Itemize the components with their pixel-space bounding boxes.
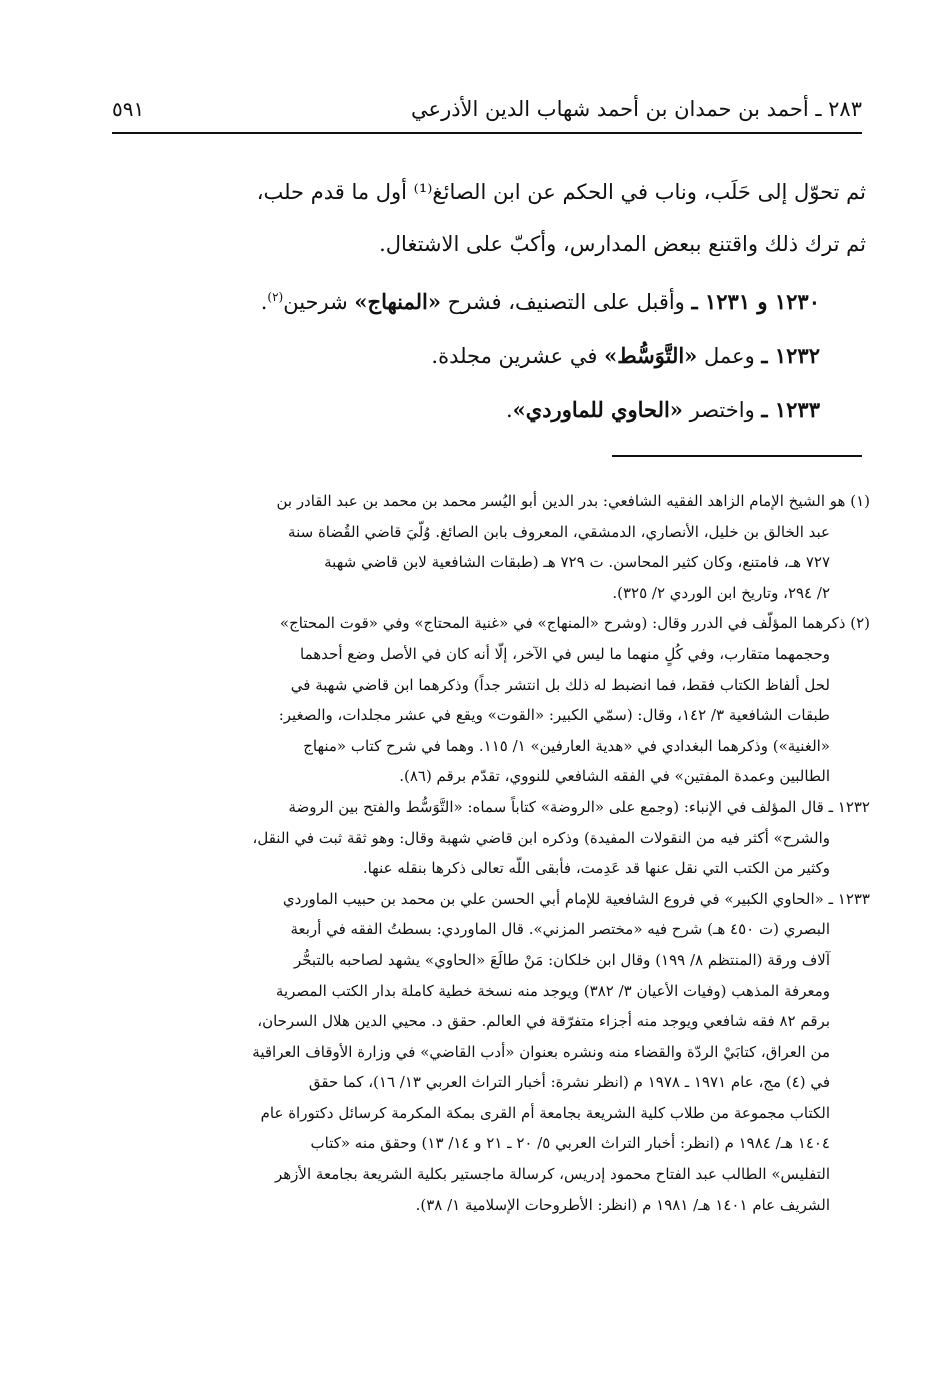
year-entry (110, 270, 866, 329)
year-entry (110, 383, 866, 437)
footnote-line: الشريف عام ١٤٠١ هـ/ ١٩٨١ م (انظر: الأطروحات الإسلامية ١/ ٣٨). (415, 1195, 830, 1214)
footnote-marker: ١٢٣٣ ـ (828, 889, 870, 908)
entry-text: شرحين (283, 290, 355, 314)
footnote-separator (612, 455, 862, 457)
footnote-line: ومعرفة المذهب (وفيات الأعيان ٣/ ٣٨٢) ويوجد منه نسخة خطية كاملة بدار الكتب المصرية (275, 981, 830, 1000)
running-title: ٢٨٣ ـ أحمد بن حمدان بن أحمد شهاب الدين الأذرعي (411, 97, 862, 121)
footnote-line: وحجمهما متقارب، وفي كُلٍ منهما ما ليس في الآخر، إلّا أنه كان في الأصل وضع أحدهما (300, 644, 830, 663)
entry-end: . (431, 344, 439, 368)
footnote-line: وكثير من الكتب التي نقل عنها قد عَدِمت، فأبقى اللّه تعالى ذكرها بنقله عنها. (362, 859, 830, 878)
entry-text: وعمل (697, 344, 755, 368)
page-number: ٥٩١ (112, 97, 145, 121)
entry-end: . (505, 398, 513, 422)
footnote-line: عبد الخالق بن خليل، الأنصاري، الدمشقي، المعروف بابن الصائغ. وُلّيَ قاضي القُضاة سنة (288, 522, 830, 541)
footnote-line: ٧٢٧ هـ، فامتنع، وكان كثير المحاسن. ت ٧٢٩ هـ (طبقات الشافعية لابن قاضي شهبة (324, 553, 830, 572)
year-entry (110, 329, 866, 383)
entry-text: واختصر (682, 398, 755, 422)
footnote-ref: (٢) (267, 290, 284, 304)
footnote-marker: (١) (850, 492, 870, 510)
footnote-line: من العراق، كتابَيْ الردّة والقضاء منه ونشره بعنوان «أدب القاضي» في وزارة الأوقاف العراقية (252, 1042, 830, 1061)
footnote-line: في (٤) مج، عام ١٩٧١ ـ ١٩٧٨ م (انظر نشرة: أخبار التراث العربي ١٣/ ١٦)، كما حقق (308, 1073, 830, 1092)
entry-title: «المنهاج» (354, 289, 441, 314)
entry-end: . (260, 290, 268, 314)
footnote-line: (٢) ذكرهما المؤلّف في الدرر وقال: (وشرح «المنهاج» في «غنية المحتاج» وفي «قوت المحتاج» (279, 614, 870, 633)
footnote-line: ١٢٣٣ ـ «الحاوي الكبير» في فروع الشافعية للإمام أبي الحسن علي بن محمد بن حبيب الماوردي (282, 889, 870, 908)
footnote-line: طبقات الشافعية ٣/ ١٤٢، وقال: (سمّي الكبير: «القوت» ويقع في عشر مجلدات، والصغير: (278, 706, 830, 725)
entry-year: ١٢٣٣ ـ (761, 397, 820, 422)
entry-text: في عشرين مجلدة (438, 344, 605, 368)
footnote-line: البصري (ت ٤٥٠ هـ) شرح فيه «مختصر المزني». قال الماوردي: بسطتُ الفقه في أربعة (290, 920, 830, 939)
entry-year: ١٢٣٢ ـ (761, 343, 820, 368)
main-text (110, 166, 866, 437)
footnote-line: الكتاب مجموعة من طلاب كلية الشريعة بجامعة أم القرى بمكة المكرمة كرسائل دكتوراة عام (260, 1103, 830, 1122)
footnote-line: التفليس» الطالب عبد الفتاح محمود إدريس، كرسالة ماجستير بكلية الشريعة بجامعة الأزهر (275, 1165, 830, 1184)
entry-text: وأقبل على التصنيف، فشرح (441, 290, 685, 314)
footnote-line: ١٤٠٤ هـ/ ١٩٨٤ م (انظر: أخبار التراث العربي ٥/ ٢٠ ـ ٢١ و ١٤/ ١٣) وحقق منه «كتاب (310, 1134, 830, 1153)
footnote-line: (١) هو الشيخ الإمام الزاهد الفقيه الشافعي: بدر الدين أبو اليُسر محمد بن محمد بن عبد القادر بن (276, 492, 870, 510)
body-line: ثم تحوّل إلى حَلَب، وناب في الحكم عن ابن الصائغ⁽¹⁾ أول ما قدم حلب، (256, 180, 866, 204)
page-header (112, 86, 862, 134)
footnote-line: برقم ٨٢ فقه شافعي ويوجد منه أجزاء متفرّقة في العالم. حقق د. محيي الدين هلال السرحان، (257, 1012, 830, 1031)
footnote-line: ١٢٣٢ ـ قال المؤلف في الإنباء: (وجمع على «الروضة» كتاباً سماه: «التَّوَسُّط والفتح بين الروضة (288, 797, 870, 816)
footnote-line: لحل ألفاظ الكتاب فقط، فما انضبط له ذلك بل انتشر جداً) وذكرهما ابن قاضي شهبة في (290, 675, 830, 694)
footnote-line: ٢/ ٢٩٤، وتاريخ ابن الوردي ٢/ ٣٢٥). (612, 583, 830, 602)
footnote-marker: (٢) (850, 614, 870, 633)
footnotes (110, 486, 870, 1220)
entry-title: «التَّوَسُّط» (604, 343, 698, 368)
footnote-marker: ١٢٣٢ ـ (828, 797, 870, 816)
footnote-line: والشرح» أكثر فيه من النقولات المفيدة) وذكره ابن قاضي شهبة وقال: وهو ثقة ثبت في النقل، (252, 828, 830, 847)
body-line: ثم ترك ذلك واقتنع ببعض المدارس، وأكبّ على الاشتغال. (379, 232, 866, 256)
entry-title: «الحاوي للماوردي» (512, 397, 683, 422)
footnote-line: «الغنية») وذكرهما البغدادي في «هدية العارفين» ١/ ١١٥. وهما في شرح كتاب «منهاج (303, 736, 830, 755)
footnote-line: آلاف ورقة (المنتظم ٨/ ١٩٩) وقال ابن خلكان: مَنْ طالَعَ «الحاوي» يشهد لصاحبه بالتبحُّر (293, 950, 830, 969)
entry-year: ١٢٣٠ و ١٢٣١ ـ (691, 289, 820, 314)
footnote-line: الطالبين وعمدة المفتين» في الفقه الشافعي للنووي، تقدّم برقم (٨٦). (399, 767, 830, 786)
